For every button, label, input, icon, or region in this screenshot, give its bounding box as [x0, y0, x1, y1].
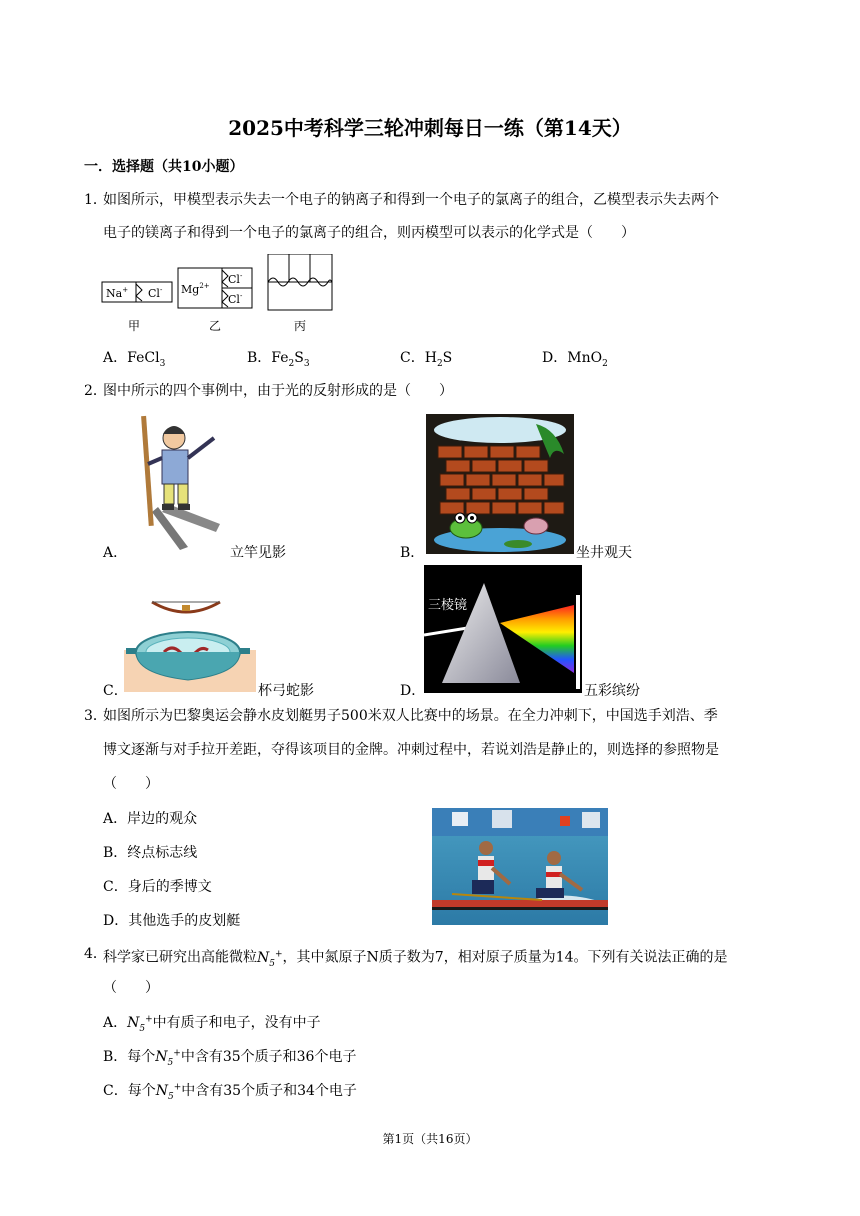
q1-line2: 电子的镁离子和得到一个电子的氯离子的组合，则丙模型可以表示的化学式是（ ）: [103, 225, 635, 241]
q1-option-b[interactable]: B．$Fe_2S_3$: [247, 350, 310, 369]
q1-option-c[interactable]: C．$H_2S$: [400, 350, 453, 369]
svg-text:Cl-: Cl-: [228, 292, 243, 306]
pole-shadow-image: [128, 412, 226, 552]
svg-text:Na+: Na+: [106, 286, 129, 300]
q4-option-a[interactable]: A．$N_5^+$中有质子和电子，没有中子: [103, 1014, 321, 1034]
label-jia: 甲: [127, 319, 141, 333]
page-footer: 第1页（共16页）: [382, 1132, 478, 1146]
svg-text:Cl-: Cl-: [148, 286, 163, 300]
q2-option-c-caption: 杯弓蛇影: [258, 683, 314, 699]
q3-option-c[interactable]: C．身后的季博文: [103, 879, 212, 895]
q2-option-a-caption: 立竿见影: [230, 545, 286, 561]
section-heading: 一．选择题（共10小题）: [84, 159, 244, 175]
q2-option-b-letter[interactable]: B．: [400, 545, 425, 561]
q3-line3: （ ）: [103, 776, 159, 792]
ion-model-figure: [100, 254, 340, 336]
frog-well-image: [426, 414, 574, 554]
model-jia: [102, 282, 172, 302]
q2-option-a-letter[interactable]: A．: [103, 545, 128, 561]
q3-line2: 博文逐渐与对手拉开差距，夺得该项目的金牌。冲刺过程中，若说刘浩是静止的，则选择的参照物是: [103, 742, 719, 758]
q3-option-d[interactable]: D．其他选手的皮划艇: [103, 913, 241, 929]
q2-option-d-caption: 五彩缤纷: [584, 683, 640, 699]
page-title: 2025中考科学三轮冲刺每日一练（第14天）: [228, 116, 632, 140]
prism-label: 三棱镜: [428, 598, 468, 613]
q3-option-a[interactable]: A．岸边的观众: [103, 811, 198, 827]
label-bing: 丙: [293, 319, 307, 333]
q3-option-b[interactable]: B．终点标志线: [103, 845, 198, 861]
label-yi: 乙: [208, 319, 222, 333]
q2-text: 图中所示的四个事例中，由于光的反射形成的是（ ）: [103, 383, 453, 399]
q2-option-c-letter[interactable]: C．: [103, 683, 128, 699]
q4-option-c[interactable]: C．每个$N_5^+$中含有35个质子和34个电子: [103, 1082, 357, 1102]
q2-option-d-letter[interactable]: D．: [400, 683, 426, 699]
q1-option-d[interactable]: D．MnO$_2$: [542, 350, 608, 369]
bow-cup-image: [124, 592, 256, 692]
q1-option-a[interactable]: A．FeCl$_3$: [103, 350, 166, 369]
q2-option-b-caption: 坐井观天: [576, 545, 632, 561]
canoe-photo: [432, 808, 608, 925]
prism-image: [424, 565, 582, 693]
q4-line1: 科学家已研究出高能微粒$N_5^+$，其中氮原子N质子数为7，相对原子质量为14。下列有关说法正确的是: [103, 949, 728, 969]
q2-number: 2．: [84, 383, 107, 399]
model-bing: [268, 254, 332, 310]
model-yi: [178, 268, 252, 308]
q1-line1: 如图所示，甲模型表示失去一个电子的钠离子和得到一个电子的氯离子的组合，乙模型表示失去两个: [103, 192, 719, 208]
n5-formula: $N_5^+$: [257, 949, 283, 969]
svg-text:Mg2+: $Mg^{2+}$: [181, 282, 210, 296]
q4-option-b[interactable]: B．每个$N_5^+$中含有35个质子和36个电子: [103, 1048, 357, 1068]
q4-number: 4．: [84, 946, 107, 962]
q4-line2: （ ）: [103, 980, 159, 996]
svg-text:Cl-: Cl-: [228, 272, 243, 286]
q3-number: 3．: [84, 708, 107, 724]
q3-line1: 如图所示为巴黎奥运会静水皮划艇男子500米双人比赛中的场景。在全力冲刺下，中国选手刘浩、季: [103, 708, 718, 724]
q1-number: 1．: [84, 192, 107, 208]
